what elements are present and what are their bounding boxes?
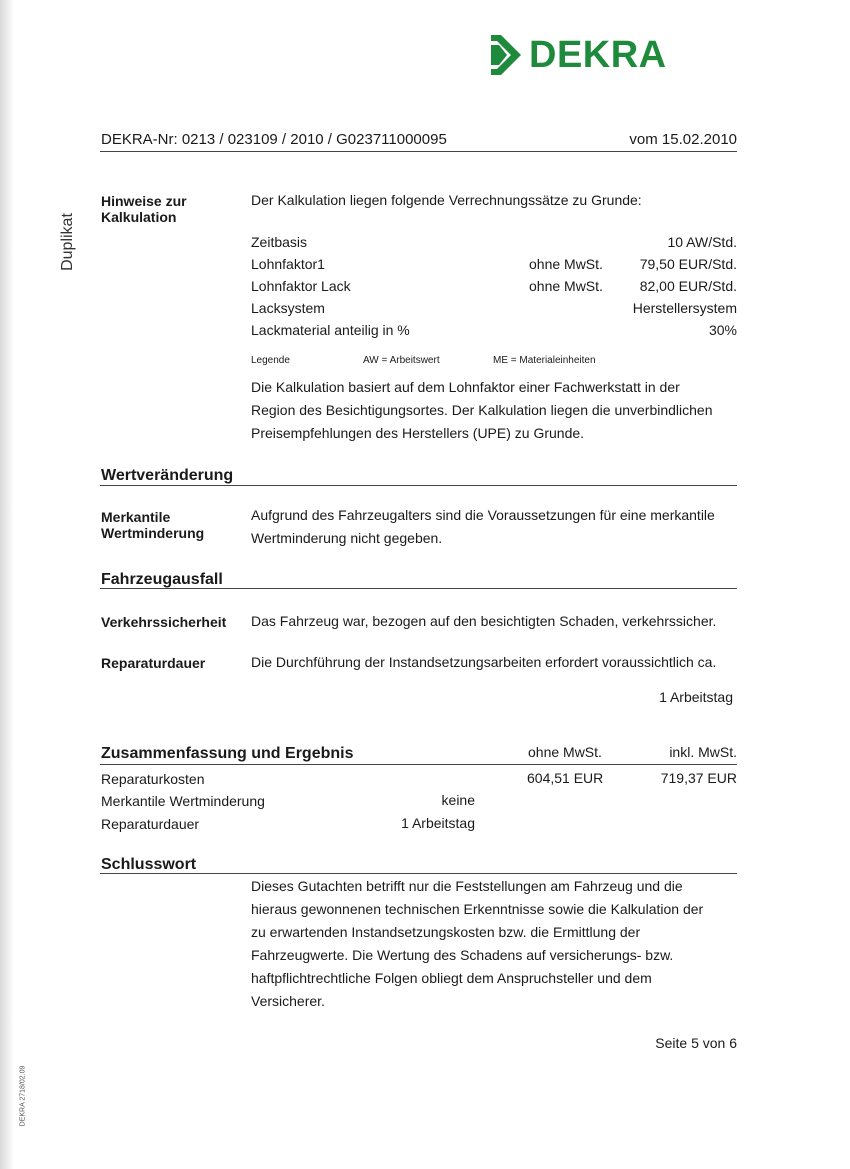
text-line: Preisempfehlungen des Herstellers (UPE) zu Grunde. (251, 425, 585, 441)
text-line: Wertminderung nicht gegeben. (251, 530, 443, 546)
rate-value: 10 AW/Std. (667, 234, 737, 250)
form-number: DEKRA 2718/02.09 (19, 1065, 27, 1127)
page-number: Seite 5 von 6 (655, 1035, 737, 1051)
zusammenfassung-heading: Zusammenfassung und Ergebnis (101, 745, 354, 762)
rate-label: Lohnfaktor Lack (251, 278, 351, 294)
rate-label: Zeitbasis (251, 234, 308, 250)
report-date: vom 15.02.2010 (629, 131, 737, 148)
header-rule (100, 151, 737, 152)
rate-value: 79,50 EUR/Std. (639, 256, 737, 272)
dekra-number: DEKRA-Nr: 0213 / 023109 / 2010 / G023711000095 (101, 131, 447, 148)
verkehrssicherheit-text: Das Fahrzeug war, bezogen auf den besichtigten Schaden, verkehrssicher. (251, 613, 717, 629)
summary-ohne: 604,51 EUR (527, 770, 604, 786)
merkantile-label (101, 509, 204, 541)
text-line: haftpflichtrechtliche Folgen obliegt dem Anspruchsteller und dem (251, 970, 652, 986)
merkantile-label-line1: Merkantile (101, 509, 171, 525)
kalkulation-text (251, 376, 713, 445)
rate-label: Lacksystem (251, 300, 325, 316)
summary-inkl: 719,37 EUR (660, 770, 737, 786)
duplikat-label: Duplikat (59, 213, 76, 271)
rate-value: Herstellersystem (632, 300, 737, 316)
text-line: zu erwartenden Instandsetzungskosten bzw. die Ermittlung der (251, 924, 641, 940)
text-line: Dieses Gutachten betrifft nur die Feststellungen am Fahrzeug und die (251, 878, 683, 894)
reparaturdauer-text: Die Durchführung der Instandsetzungsarbeiten erfordert voraussichtlich ca. (251, 654, 717, 670)
reparaturdauer-value: 1 Arbeitstag (659, 689, 733, 705)
text-line: Aufgrund des Fahrzeugalters sind die Voraussetzungen für eine merkantile (251, 507, 715, 523)
dekra-logo-icon (487, 33, 525, 77)
rate-value: 30% (708, 322, 737, 338)
kalkulation-title (101, 193, 187, 225)
merkantile-text (251, 504, 715, 550)
text-line: Fahrzeugwerte. Die Wertung des Schadens auf versicherungs- bzw. (251, 947, 674, 963)
section-rule (100, 485, 737, 486)
legend-label: Legende (251, 355, 290, 366)
verkehrssicherheit-label: Verkehrssicherheit (101, 614, 227, 630)
rate-label: Lackmaterial anteilig in % (251, 322, 410, 338)
kalkulation-intro: Der Kalkulation liegen folgende Verrechnungssätze zu Grunde: (251, 192, 642, 208)
schlusswort-heading: Schlusswort (101, 856, 197, 873)
summary-mid: 1 Arbeitstag (401, 815, 475, 831)
text-line: Versicherer. (251, 993, 325, 1009)
summary-mid: keine (441, 792, 475, 808)
section-rule (100, 764, 737, 765)
wertveraenderung-heading: Wertveränderung (101, 467, 234, 484)
legend-me: ME = Materialeinheiten (493, 355, 596, 366)
logo-text: DEKRA (529, 33, 667, 76)
summary-label: Reparaturdauer (101, 816, 200, 832)
col-inkl-mwst: inkl. MwSt. (669, 744, 737, 760)
dekra-logo (487, 32, 667, 78)
text-line: hieraus gewonnenen technischen Erkenntnisse sowie die Kalkulation der (251, 901, 704, 917)
kalkulation-title-line2: Kalkulation (101, 209, 177, 225)
col-ohne-mwst: ohne MwSt. (528, 744, 602, 760)
merkantile-label-line2: Wertminderung (101, 525, 205, 541)
kalkulation-title-line1: Hinweise zur (101, 193, 187, 209)
fahrzeugausfall-heading: Fahrzeugausfall (101, 571, 223, 588)
section-rule (100, 588, 737, 589)
schlusswort-text (251, 875, 703, 1013)
reparaturdauer-label: Reparaturdauer (101, 655, 206, 671)
text-line: Region des Besichtigungsortes. Der Kalkulation liegen die unverbindlichen (251, 402, 713, 418)
summary-label: Reparaturkosten (101, 771, 205, 787)
summary-label: Merkantile Wertminderung (101, 793, 265, 809)
rate-label: Lohnfaktor1 (251, 256, 325, 272)
legend-aw: AW = Arbeitswert (363, 355, 440, 366)
text-line: Die Kalkulation basiert auf dem Lohnfaktor einer Fachwerkstatt in der (251, 379, 680, 395)
page-edge-shadow (0, 0, 14, 1169)
rate-mwst: ohne MwSt. (529, 256, 603, 272)
rate-value: 82,00 EUR/Std. (639, 278, 737, 294)
section-rule (100, 873, 737, 874)
rate-mwst: ohne MwSt. (529, 278, 603, 294)
